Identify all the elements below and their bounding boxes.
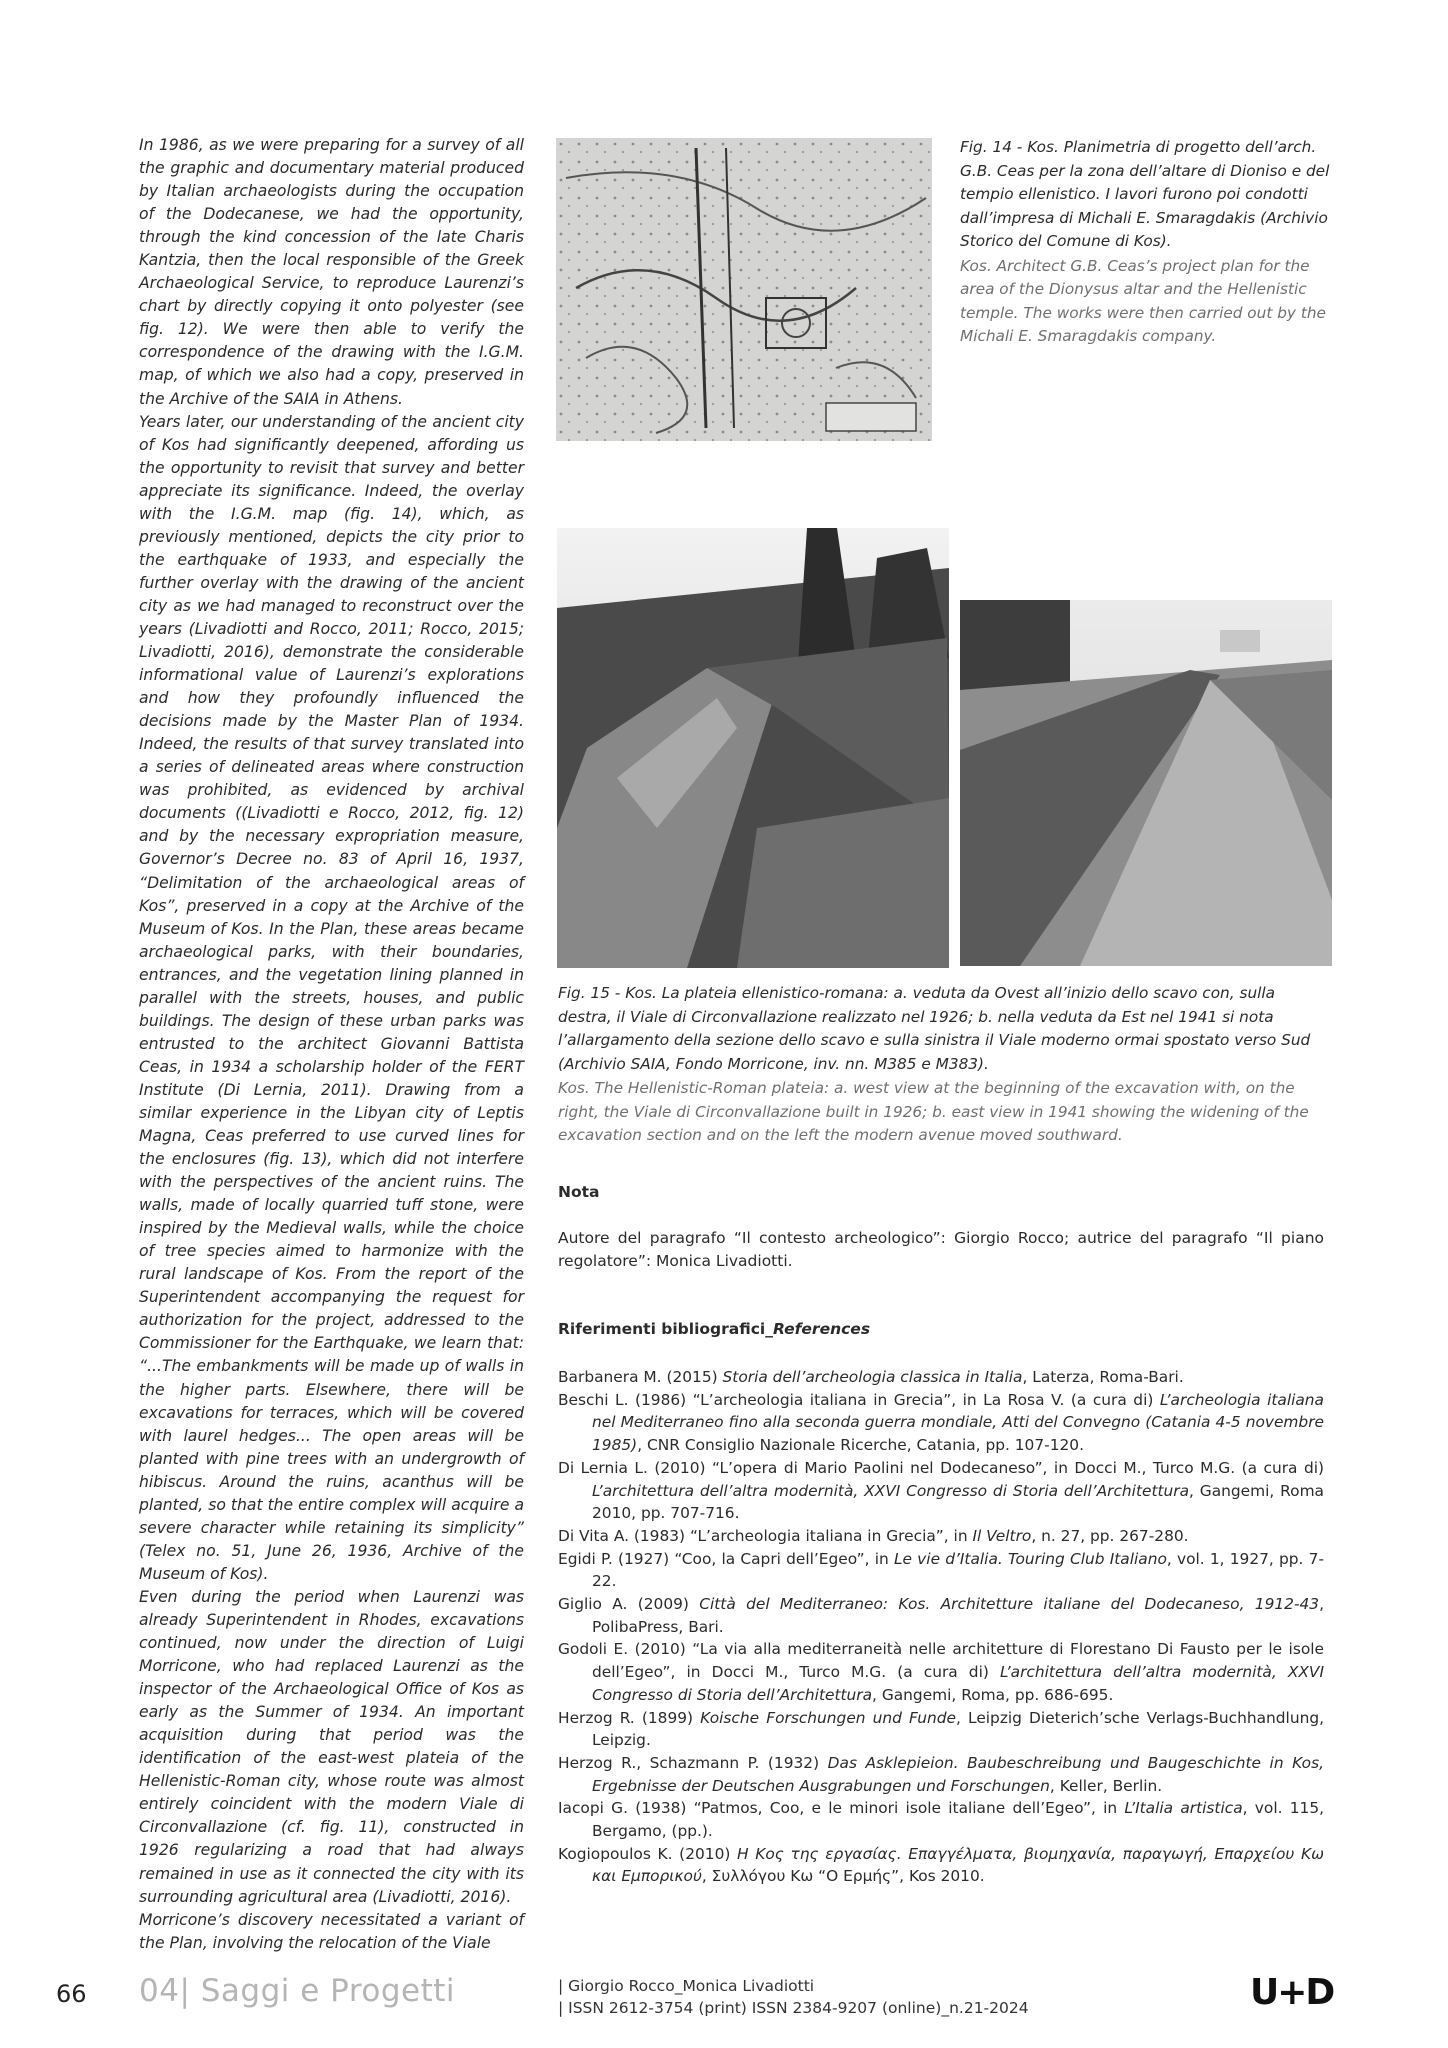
reference-text: , Gangemi, Roma 2010, pp. 707-716. [592,1481,1324,1523]
fig14-caption-en: Kos. Architect G.B. Ceas’s project plan for the area of the Dionysus altar and the Hellenistic temple. The works were then carried out by the Michali E. Smaragdakis company. [960,256,1326,345]
fig15b-photo [960,600,1332,966]
reference-text: , Gangemi, Roma, pp. 686-695. [872,1685,1114,1704]
reference-text: Egidi P. (1927) “Coo, la Capri dell’Egeo”, in [558,1549,894,1568]
reference-title: Koische Forschungen und Funde [700,1708,957,1727]
reference-title: L’archeologia italiana nel Mediterraneo fino alla seconda guerra mondiale, Atti del Convegno (Catania 4-5 novembre 1985) [592,1390,1324,1455]
body-text-column [139,134,524,1955]
reference-item [558,1457,1324,1525]
section-title: 04| Saggi e Progetti [139,1973,456,2009]
reference-text: , Leipzig Dieterich’sche Verlags-Buchhandlung, Leipzig. [592,1708,1324,1750]
fig15-caption-it: Fig. 15 - Kos. La plateia ellenistico-romana: a. veduta da Ovest all’inizio dello scavo con, sulla destra, il Viale di Circonvallazione realizzato nel 1926; b. nella veduta da Est nel 1941 si nota l’allargamento della sezione dello scavo e sulla sinistra il Viale moderno ormai spostato verso Sud (Archivio SAIA, Fondo Morricone, inv. nn. M385 e M383). [558,984,1311,1073]
footer-meta [558,1975,1029,2019]
reference-item [558,1593,1324,1638]
fig14-caption-it: Fig. 14 - Kos. Planimetria di progetto dell’arch. G.B. Ceas per la zona dell’altare di Dioniso e del tempio ellenistico. I lavori furono poi condotti dall’impresa di Michali E. Smaragdakis (Archivio Storico del Comune di Kos). [960,138,1330,250]
reference-text: Barbanera M. (2015) [558,1368,723,1386]
reference-item [558,1843,1324,1888]
reference-item [558,1752,1324,1797]
reference-text: , vol. 1, 1927, pp. 7-22. [592,1549,1324,1591]
reference-title: Storia dell’archeologia classica in Italia [722,1368,1023,1386]
plan-sketch-image [556,138,932,441]
paragraph: Even during the period when Laurenzi was already Superintendent in Rhodes, excavations continued, now under the direction of Luigi Morricone, who had replaced Laurenzi as the inspector of the Archaeological Office of Kos as early as the Summer of 1934. An important acquisition during that period was the identification of the east-west plateia of the Hellenistic-Roman city, whose route was almost entirely coincident with the modern Viale di Circonvallazione (cf. fig. 11), constructed in 1926 regularizing a road that had always remained in use as it connected the city with its surrounding agricultural area (Livadiotti, 2016). [139,1587,524,1906]
reference-text: Herzog R., Schazmann P. (1932) [558,1753,828,1772]
reference-text: Beschi L. (1986) “L’archeologia italiana in Grecia”, in La Rosa V. (a cura di) [558,1390,1160,1409]
reference-text: Herzog R. (1899) [558,1708,701,1727]
footer-authors: | Giorgio Rocco_Monica Livadiotti [558,1977,815,1995]
reference-text: Kogiopoulos K. (2010) [558,1844,738,1863]
reference-item [558,1525,1324,1548]
reference-title: Das Asklepieion. Baubeschreibung und Baugeschichte in Kos, Ergebnisse der Deutschen Ausgrabungen und Forschungen [592,1753,1324,1795]
reference-item [558,1638,1324,1706]
fig15a-photo [557,528,949,968]
reference-text: Godoli E. (2010) “La via alla mediterraneità nelle architetture di Florestano Di Fausto per le isole dell’Egeo”, in Docci M., Turco M.G. (a cura di) [558,1640,1324,1682]
reference-title: Le vie d’Italia. Touring Club Italiano [893,1549,1167,1568]
fig14-plan-drawing [556,138,932,441]
reference-title: Città del Mediterraneo: Kos. Architetture italiane del Dodecaneso, 1912-43 [699,1595,1320,1614]
reference-text: , Συλλόγου Κω “Ο Ερμής”, Kos 2010. [701,1867,985,1886]
paragraph: In 1986, as we were preparing for a survey of all the graphic and documentary material produced by Italian archaeologists during the occupation of the Dodecanese, we had the opportunity, through the kind concession of the late Charis Kantzia, then the local responsible of the Greek Archaeological Service, to reproduce Laurenzi’s chart by directly copying it onto polyester (see fig. 12). We were then able to verify the correspondence of the drawing with the I.G.M. map, of which we also had a copy, preserved in the Archive of the SAIA in Athens. [139,136,524,408]
excavation-photo-west [557,528,949,968]
reference-text: , PolibaPress, Bari. [592,1595,1324,1636]
page-number: 66 [56,1980,87,2008]
journal-logo: U+D [1250,1972,1334,2013]
nota-heading: Nota [558,1183,600,1201]
reference-text: , Keller, Berlin. [1049,1776,1163,1795]
reference-text: , n. 27, pp. 267-280. [1031,1526,1189,1545]
reference-text: Iacopi G. (1938) “Patmos, Coo, e le minori isole italiane dell’Egeo”, in [558,1799,1125,1818]
paragraph: Years later, our understanding of the ancient city of Kos had significantly deepened, affording us the opportunity to revisit that survey and better appreciate its significance. Indeed, the overlay with the I.G.M. map (fig. 14), which, as previously mentioned, depicts the city prior to the earthquake of 1933, and especially the further overlay with the drawing of the ancient city as we had managed to reconstruct over the years (Livadiotti and Rocco, 2011; Rocco, 2015; Livadiotti, 2016), demonstrate the considerable informational value of Laurenzi’s explorations and how they profoundly influenced the decisions made by the Master Plan of 1934. Indeed, the results of that survey translated into a series of delineated areas where construction was prohibited, as evidenced by archival documents ((Livadiotti e Rocco, 2012, fig. 12) and by the necessary expropriation measure, Governor’s Decree no. 83 of April 16, 1937, “Delimitation of the archaeological areas of Kos”, preserved in a copy at the Archive of the Museum of Kos. In the Plan, these areas became archaeological parks, with their boundaries, entrances, and the vegetation lining planned in parallel with the streets, houses, and public buildings. The design of these urban parks was entrusted to the architect Giovanni Battista Ceas, in 1934 a scholarship holder of the FERT Institute (Di Lernia, 2011). Drawing from a similar experience in the Libyan city of Leptis Magna, Ceas preferred to use curved lines for the enclosures (fig. 13), which did not interfere with the perspectives of the ancient ruins. The walls, made of locally quarried tuff stone, were inspired by the Medieval walls, while the choice of tree species aimed to harmonize with the rural landscape of Kos. From the report of the Superintendent accompanying the request for authorization for the project, addressed to the Commissioner for the Earthquake, we learn that: “...The embankments will be made up of walls in the higher parts. Elsewhere, there will be excavations for terraces, which will be covered with laurel hedges... The open areas will be planted with pine trees with an undergrowth of hibiscus. Around the ruins, acanthus will be planted, so that the entire complex will acquire a severe character while retaining its simplicity” (Telex no. 51, June 26, 1936, Archive of the Museum of Kos). [139,412,524,1583]
fig15-caption-en: Kos. The Hellenistic-Roman plateia: a. west view at the beginning of the excavation with, on the right, the Viale di Circonvallazione built in 1926; b. east view in 1941 showing the widening of the excavation section and on the left the modern avenue moved southward. [558,1079,1309,1144]
reference-text: , CNR Consiglio Nazionale Ricerche, Catania, pp. 107-120. [637,1436,1084,1455]
reference-item [558,1548,1324,1593]
reference-text: Giglio A. (2009) [558,1595,700,1614]
footer-issn: | ISSN 2612-3754 (print) ISSN 2384-9207 (online)_n.21-2024 [558,1999,1029,2017]
fig15-caption [558,982,1328,1148]
excavation-photo-east [960,600,1332,966]
references-list [558,1366,1324,1888]
references-heading [558,1320,870,1338]
reference-item [558,1366,1324,1389]
reference-text: , vol. 115, Bergamo, (pp.). [592,1799,1325,1841]
reference-text: Di Vita A. (1983) “L’archeologia italiana in Grecia”, in [558,1526,973,1545]
reference-title: L’Italia artistica [1124,1799,1243,1818]
reference-text: Di Lernia L. (2010) “L’opera di Mario Paolini nel Dodecaneso”, in Docci M., Turco M.G. (a cura di) [558,1458,1324,1477]
reference-text: , Laterza, Roma-Bari. [1022,1368,1184,1386]
reference-title: Il Veltro [972,1526,1032,1545]
reference-item [558,1389,1324,1457]
reference-item [558,1707,1324,1752]
nota-text: Autore del paragrafo “Il contesto archeologico”: Giorgio Rocco; autrice del paragrafo “Il piano regolatore”: Monica Livadiotti. [558,1229,1324,1270]
reference-title: L’architettura dell’altra modernità, XXVI Congresso di Storia dell’Architettura [592,1663,1324,1704]
reference-title: Η Κος της εργασίας. Επαγγέλματα, βιομηχανία, παραγωγή, Επαρχείου Κω και Εμπορικού [592,1844,1324,1886]
references-heading-en: References [773,1320,871,1338]
reference-item [558,1797,1324,1842]
fig14-caption [960,136,1330,349]
paragraph: Morricone’s discovery necessitated a variant of the Plan, involving the relocation of the Viale [139,1910,524,1952]
references-heading-it: Riferimenti bibliografici_ [558,1320,773,1338]
reference-title: L’architettura dell’altra modernità, XXVI Congresso di Storia dell’Architettura [592,1481,1190,1500]
